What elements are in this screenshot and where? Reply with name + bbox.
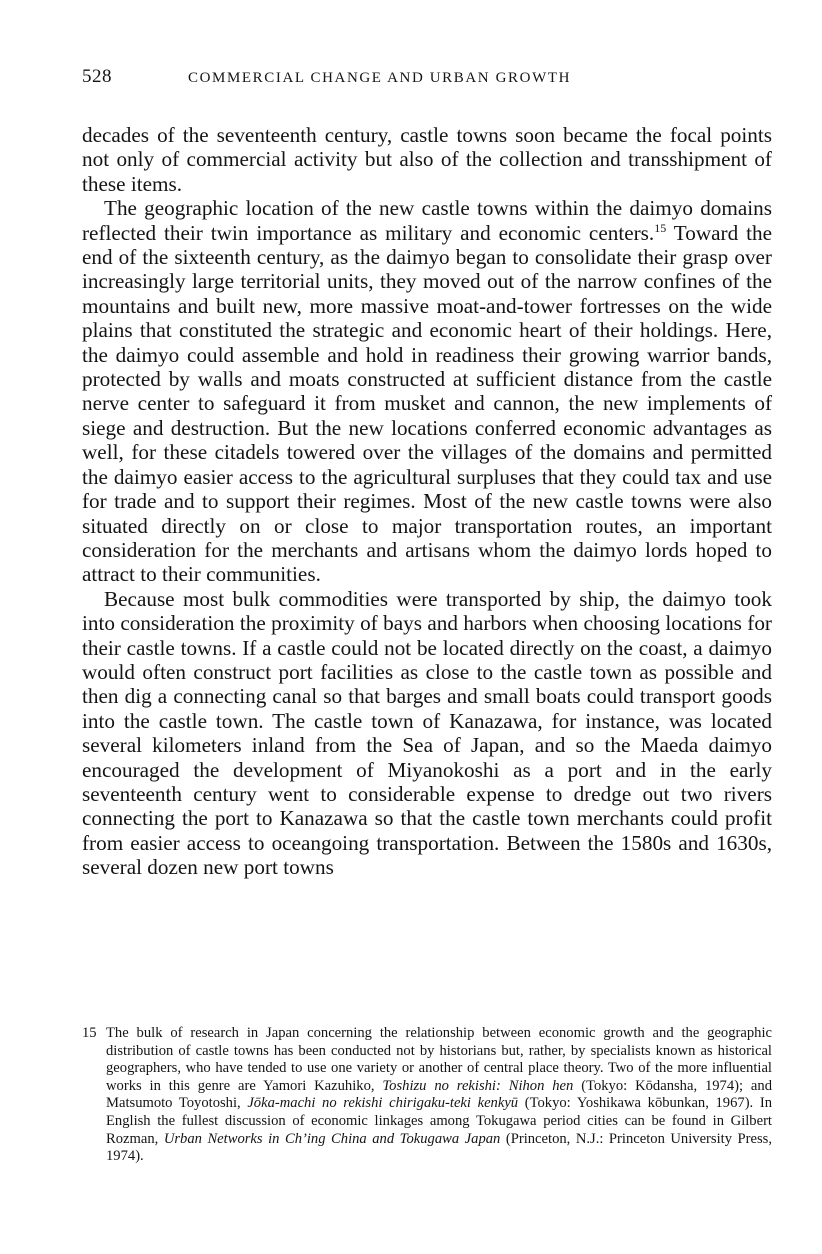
paragraph-bulk-commodities: Because most bulk commodities were transported by ship, the daimyo took into consideration the proximity of bays and harbors when choosing locations for their castle towns. If a castle could not be located directly on the coast, a daimyo would often construct port facilities as close to the castle town as possible and then dig a connecting canal so that barges and small boats could transport goods into the castle town. The castle town of Kanazawa, for instance, was located several kilometers inland from the Sea of Japan, and so the Maeda daimyo encouraged the development of Miyanokoshi as a port and in the early seventeenth century went to considerable expense to dredge out two rivers connecting the port to Kanazawa so that the castle town merchants could profit from easier access to oceangoing transportation. Between the 1580s and 1630s, several dozen new port towns [82, 586, 772, 880]
paragraph-continued: decades of the seventeenth century, castle towns soon became the focal points not only of commercial activity but also of the collection and transshipment of these items. [82, 123, 772, 196]
paragraph-text-before-note: The geographic location of the new castle towns within the daimyo domains reflected their twin importance as military and economic centers. [82, 196, 772, 245]
footnote-15 [82, 1025, 772, 1166]
book-page [82, 66, 772, 880]
cited-title-urban-networks: Urban Networks in Ch’ing China and Tokugawa Japan [163, 1130, 501, 1147]
body-text [82, 123, 772, 880]
paragraph-castle-town-location [82, 196, 772, 587]
paragraph-text-after-note: Toward the end of the sixteenth century, as the daimyo began to consolidate their grasp over increasingly large territorial units, they moved out of the narrow confines of the mountains and built new, more massive moat-and-tower fortresses on the wide plains that constituted the strategic and economic heart of their holdings. Here, the daimyo could assemble and hold in readiness their growing warrior bands, protected by walls and moats constructed at sufficient distance from the castle nerve center to safeguard it from musket and cannon, the new implements of siege and destruction. But the new locations conferred economic advantages as well, for these citadels towered over the villages of the domains and permitted the daimyo easier access to the agricultural surpluses that they could tax and use for trade and to support their regimes. Most of the new castle towns were also situated directly on or close to major transportation routes, an important consideration for the merchants and artisans whom the daimyo lords hoped to attract to their communities. [82, 220, 772, 587]
footnote-text-part: (Princeton, N.J.: Princeton University Press, 1974). [106, 1130, 772, 1165]
footnote-text [106, 1025, 772, 1166]
footnotes [82, 1025, 772, 1166]
running-head [82, 66, 772, 98]
running-title: COMMERCIAL CHANGE AND URBAN GROWTH [188, 70, 572, 86]
footnote-text-part: (Tokyo: Yoshikawa kōbunkan, 1967). In English the fullest discussion of economic linkages among Tokugawa period cities can be found in Gilbert Rozman, [106, 1095, 773, 1147]
cited-title-toshizu: Toshizu no rekishi: Nihon hen [382, 1077, 574, 1094]
footnote-number: 15 [82, 1025, 97, 1041]
cited-title-jokamachi: Jōka-machi no rekishi chirigaku-teki kenkyū [247, 1095, 519, 1112]
footnote-text-part: The bulk of research in Japan concerning the relationship between economic growth and the geographic distribution of castle towns has been conducted not by historians but, rather, by specialists known as historical geographers, who have tended to use one variety or another of central place theory. Two of the more influential works in this genre are Yamori Kazuhiko, [106, 1025, 772, 1094]
footnote-text-part: (Tokyo: Kōdansha, 1974); and Matsumoto Toyotoshi, [106, 1077, 773, 1112]
page-number: 528 [82, 66, 112, 87]
note-reference-15[interactable]: 15 [654, 220, 667, 235]
